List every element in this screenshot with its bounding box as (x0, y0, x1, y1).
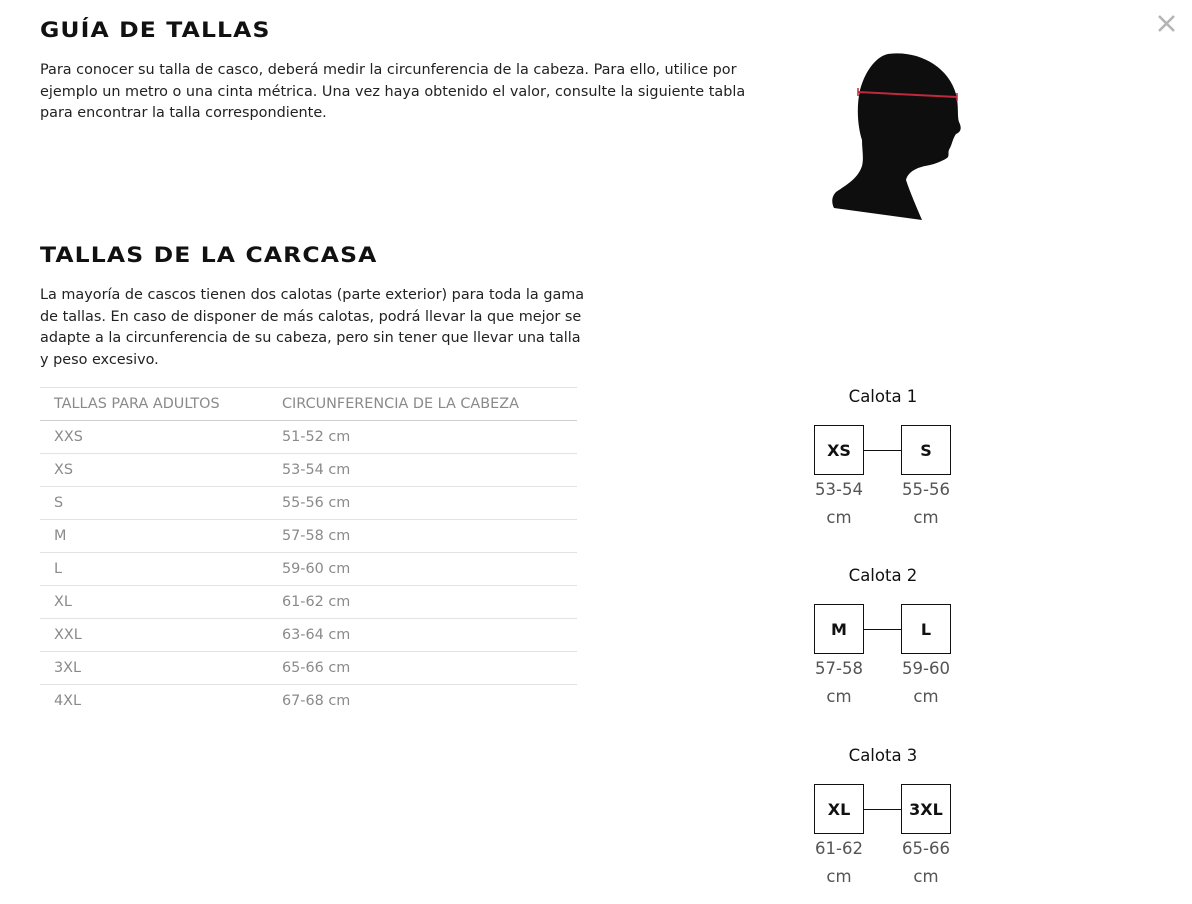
head-measurement-illustration (826, 48, 966, 224)
size-connector (864, 809, 902, 810)
range-value: 59-60 (902, 659, 950, 678)
size-cell: S (40, 487, 268, 520)
size-cell: 4XL (54, 693, 82, 709)
circumference-cell: 51-52 cm (268, 421, 577, 454)
calota-title: Calota 2 (848, 566, 918, 585)
size-box-xl: XL (814, 784, 864, 834)
header-head-circumference: CIRCUNFERENCIA DE LA CABEZA (268, 388, 577, 421)
size-table (40, 387, 577, 717)
table-row (40, 685, 577, 718)
range-unit: cm (826, 687, 852, 706)
size-cell: XL (40, 586, 268, 619)
range-value: 55-56 (902, 480, 950, 499)
calota-title: Calota 1 (848, 387, 918, 406)
range-unit: cm (913, 508, 939, 527)
calota-2 (806, 565, 960, 706)
range-unit: cm (826, 508, 852, 527)
range-unit: cm (913, 687, 939, 706)
size-cell: XXL (40, 619, 268, 652)
size-box-l: L (901, 604, 951, 654)
circumference-cell: 63-64 cm (268, 619, 577, 652)
size-cell: L (40, 553, 268, 586)
circumference-cell: 57-58 cm (268, 520, 577, 553)
circumference-cell: 65-66 cm (268, 652, 577, 685)
circumference-cell: 55-56 cm (268, 487, 577, 520)
calota-3 (806, 745, 960, 886)
size-connector (864, 450, 902, 451)
table-header-row (40, 388, 577, 421)
size-guide-description: Para conocer su talla de casco, deberá medir la circunferencia de la cabeza. Para ello, utilice por ejemplo un metro o una cinta métrica. Una vez haya obtenido el valor, consulte la siguiente tabla para encontrar la talla correspondiente. (40, 62, 746, 122)
size-box-3xl: 3XL (901, 784, 951, 834)
close-button[interactable] (1152, 10, 1182, 40)
shell-sizes-title: TALLAS DE LA CARCASA (40, 243, 378, 267)
header-adult-sizes: TALLAS PARA ADULTOS (40, 388, 268, 421)
circumference-cell: 59-60 cm (268, 553, 577, 586)
table-row (40, 586, 577, 619)
size-range (807, 835, 871, 891)
table-row (40, 421, 577, 454)
size-cell: XXS (40, 421, 268, 454)
calota-sizes (806, 784, 960, 886)
table-row (40, 553, 577, 586)
calota-title: Calota 3 (848, 746, 918, 765)
size-range (894, 835, 958, 891)
table-row (40, 454, 577, 487)
head-silhouette (832, 53, 960, 220)
circumference-cell: 67-68 cm (282, 693, 351, 709)
size-range (894, 476, 958, 532)
circumference-cell: 53-54 cm (268, 454, 577, 487)
calota-sizes (806, 604, 960, 706)
size-guide-title: GUÍA DE TALLAS (40, 18, 271, 42)
table-row (40, 487, 577, 520)
size-range (807, 655, 871, 711)
table-row (40, 619, 577, 652)
range-value: 57-58 (815, 659, 863, 678)
size-cell: XS (40, 454, 268, 487)
range-unit: cm (826, 867, 852, 886)
size-range (894, 655, 958, 711)
table-row (40, 520, 577, 553)
size-connector (864, 629, 902, 630)
circumference-cell: 61-62 cm (268, 586, 577, 619)
size-box-s: S (901, 425, 951, 475)
calota-1 (806, 386, 960, 527)
shell-sizes-description: La mayoría de cascos tienen dos calotas (parte exterior) para toda la gama de tallas. En caso de disponer de más calotas, podrá llevar la que mejor se adapte a la circunferencia de su cabeza, pero sin tener que llevar una talla y peso excesivo. (40, 287, 585, 368)
range-value: 53-54 (815, 480, 863, 499)
size-cell: 3XL (40, 652, 268, 685)
range-value: 61-62 (815, 839, 863, 858)
size-range (807, 476, 871, 532)
size-box-xs: XS (814, 425, 864, 475)
size-cell: M (40, 520, 268, 553)
range-value: 65-66 (902, 839, 950, 858)
close-icon (1152, 10, 1182, 40)
calota-sizes (806, 425, 960, 527)
size-box-m: M (814, 604, 864, 654)
table-row (40, 652, 577, 685)
range-unit: cm (913, 867, 939, 886)
